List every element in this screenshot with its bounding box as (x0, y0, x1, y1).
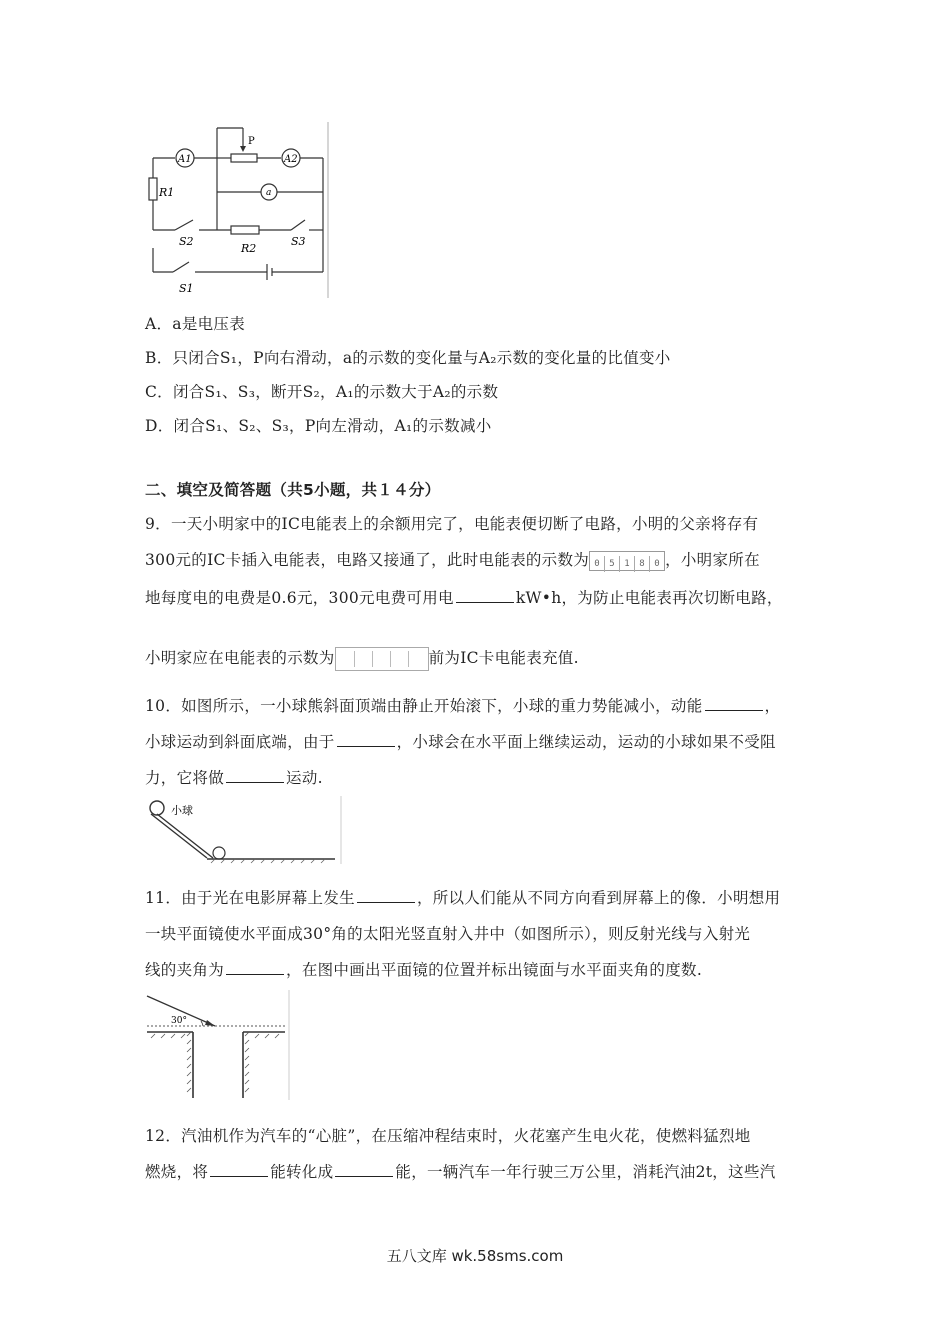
label-p: P (248, 136, 255, 147)
q11-line-3a: 线的夹角为 (145, 961, 225, 979)
label-s2: S2 (179, 235, 194, 248)
circuit-diagram (145, 120, 335, 300)
q9-line-4 (145, 646, 579, 671)
q9-line-2a: 300元的IC卡插入电能表，电路又接通了，此时电能表的示数为 (145, 551, 590, 569)
q9-line-2 (145, 548, 760, 571)
well-figure (145, 990, 293, 1100)
slope-figure (145, 796, 345, 864)
label-s1: S1 (179, 282, 194, 295)
label-r2: R2 (241, 242, 257, 255)
q10-line-2 (145, 730, 776, 752)
q12-line-2b: 能转化成 (270, 1163, 334, 1181)
q12-line-2 (145, 1160, 776, 1182)
ball-label: 小球 (171, 804, 193, 817)
answer-blank[interactable] (226, 768, 284, 783)
meter-digit: 1 (620, 556, 635, 572)
q12-line-1: 12．汽油机作为汽车的“心脏”，在压缩冲程结束时，火花塞产生电火花，使燃料猛烈地 (145, 1127, 751, 1145)
label-r1: R1 (159, 186, 175, 199)
q10-line-2b: ，小球会在水平面上继续运动，运动的小球如果不受阻 (396, 733, 776, 751)
meter-digit: 0 (654, 559, 660, 569)
q11-line-3b: ，在图中画出平面镜的位置并标出镜面与水平面夹角的度数. (286, 961, 703, 979)
meter-digit: 8 (635, 556, 650, 572)
q9-line-4a: 小明家应在电能表的示数为 (145, 649, 335, 667)
q11-line-1 (145, 886, 780, 908)
answer-blank[interactable] (456, 588, 514, 603)
answer-blank[interactable] (335, 1162, 393, 1177)
q12-line-2a: 燃烧，将 (145, 1163, 209, 1181)
angle-label: 30° (171, 1016, 187, 1026)
q10-line-2a: 小球运动到斜面底端，由于 (145, 733, 335, 751)
answer-blank[interactable] (226, 960, 284, 975)
answer-blank[interactable] (705, 696, 763, 711)
q10-line-3b: 运动. (286, 769, 323, 787)
q9-line-3b: kW•h，为防止电能表再次切断电路， (515, 589, 783, 607)
label-a1: A1 (178, 154, 192, 165)
meter-reading (589, 551, 665, 571)
q9-line-4b: 前为IC卡电能表充值. (428, 649, 579, 667)
q10-line-3 (145, 766, 323, 788)
q10-line-3a: 力，它将做 (145, 769, 225, 787)
option-b: B．只闭合S₁，P向右滑动，a的示数的变化量与A₂示数的变化量的比值变小 (145, 349, 671, 367)
q11-line-2: 一块平面镜使水平面成30°角的太阳光竖直射入井中（如图所示），则反射光线与入射光 (145, 925, 751, 943)
q11-line-3 (145, 958, 702, 980)
q11-line-1a: 11．由于光在电影屏幕上发生 (145, 889, 355, 907)
q9-line-2b: ，小明家所在 (665, 551, 760, 569)
label-a: a (266, 188, 272, 198)
q11-line-1b: ，所以人们能从不同方向看到屏幕上的像．小明想用 (416, 889, 781, 907)
q10-line-1b: ， (764, 697, 781, 715)
answer-blank[interactable] (337, 732, 395, 747)
q10-line-1 (145, 694, 780, 716)
q12-line-2c: 能，一辆汽车一年行驶三万公里，消耗汽油2t，这些汽 (395, 1163, 776, 1181)
footer-watermark: 五八文库 wk.58sms.com (386, 1247, 564, 1265)
label-a2: A2 (284, 154, 298, 165)
option-c: C．闭合S₁、S₃，断开S₂，A₁的示数大于A₂的示数 (145, 383, 499, 401)
meter-digit: 5 (605, 556, 620, 572)
q10-line-1a: 10．如图所示，一小球熊斜面顶端由静止开始滚下，小球的重力势能减小，动能 (145, 697, 703, 715)
answer-blank[interactable] (357, 888, 415, 903)
meter-blank-box[interactable] (335, 647, 429, 671)
q9-line-3a: 地每度电的电费是0.6元，300元电费可用电 (145, 589, 454, 607)
meter-digit: 0 (590, 556, 605, 572)
option-d: D．闭合S₁、S₂、S₃，P向左滑动，A₁的示数减小 (145, 417, 492, 435)
label-s3: S3 (291, 235, 306, 248)
answer-blank[interactable] (210, 1162, 268, 1177)
q9-line-1: 9．一天小明家中的IC电能表上的余额用完了，电能表便切断了电路，小明的父亲将存有 (145, 515, 759, 533)
section-title: 二、填空及简答题（共5小题，共１４分） (145, 481, 441, 499)
q9-line-3 (145, 586, 783, 608)
option-a: A．a是电压表 (145, 315, 246, 333)
